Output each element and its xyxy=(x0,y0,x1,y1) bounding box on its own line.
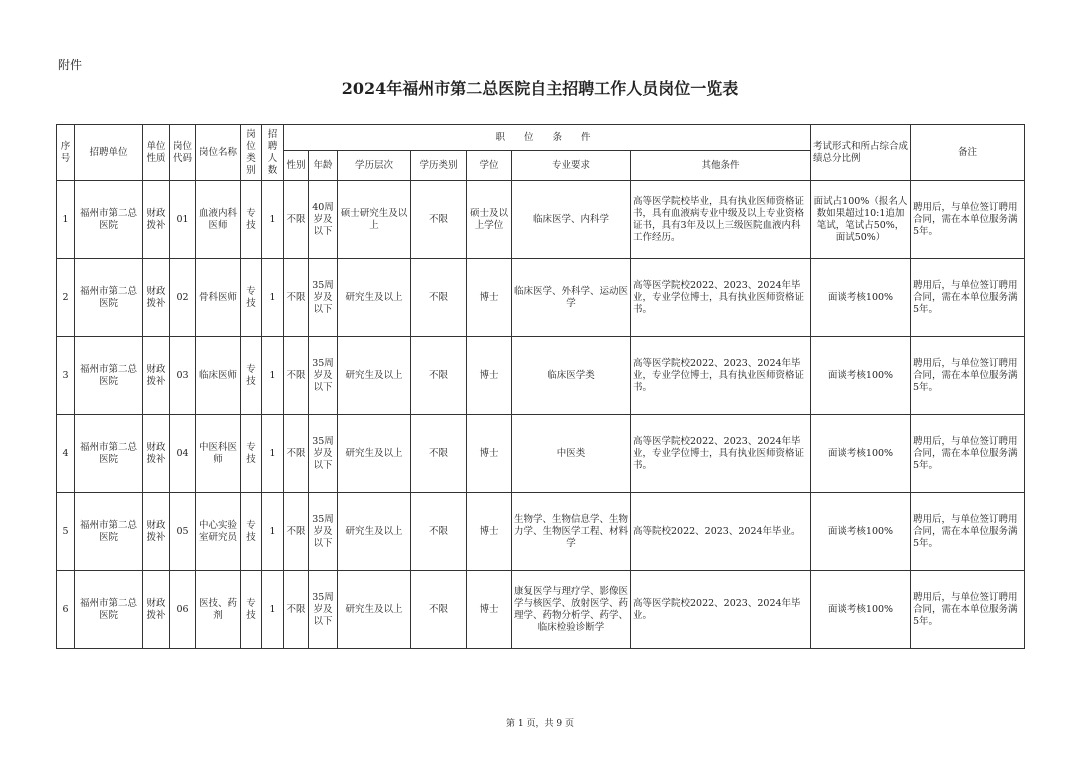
cell-degree: 博士 xyxy=(467,571,512,649)
header-remark: 备注 xyxy=(911,125,1025,181)
cell-category: 专技 xyxy=(241,493,262,571)
header-age: 年龄 xyxy=(309,151,338,181)
cell-edu-type: 不限 xyxy=(411,181,467,259)
cell-edu-type: 不限 xyxy=(411,337,467,415)
cell-other: 高等医学院校2022、2023、2024年毕业，专业学位博士，具有执业医师资格证书。 xyxy=(631,259,811,337)
header-edu-level: 学历层次 xyxy=(338,151,411,181)
cell-exam: 面谈考核100% xyxy=(811,259,911,337)
header-category: 岗位类别 xyxy=(241,125,262,181)
cell-degree: 博士 xyxy=(467,337,512,415)
cell-remark: 聘用后，与单位签订聘用合同，需在本单位服务满5年。 xyxy=(911,571,1025,649)
cell-code: 01 xyxy=(170,181,196,259)
cell-count: 1 xyxy=(262,415,284,493)
header-count: 招聘人数 xyxy=(262,125,284,181)
cell-exam: 面试占100%（报名人数如果超过10:1追加笔试，笔试占50%，面试50%） xyxy=(811,181,911,259)
cell-count: 1 xyxy=(262,337,284,415)
cell-count: 1 xyxy=(262,259,284,337)
cell-edu-level: 研究生及以上 xyxy=(338,259,411,337)
header-edu-type: 学历类别 xyxy=(411,151,467,181)
cell-age: 35周岁及以下 xyxy=(309,337,338,415)
cell-count: 1 xyxy=(262,571,284,649)
cell-name: 中心实验室研究员 xyxy=(196,493,241,571)
cell-degree: 硕士及以上学位 xyxy=(467,181,512,259)
cell-major: 临床医学、外科学、运动医学 xyxy=(512,259,631,337)
cell-seq: 4 xyxy=(57,415,75,493)
cell-edu-type: 不限 xyxy=(411,571,467,649)
cell-seq: 3 xyxy=(57,337,75,415)
cell-category: 专技 xyxy=(241,181,262,259)
cell-unit: 福州市第二总医院 xyxy=(75,181,143,259)
cell-unit: 福州市第二总医院 xyxy=(75,337,143,415)
cell-major: 康复医学与理疗学、影像医学与核医学、放射医学、药理学、药物分析学、药学、临床检验诊断学 xyxy=(512,571,631,649)
page-title: 2024年福州市第二总医院自主招聘工作人员岗位一览表 xyxy=(341,79,739,98)
cell-edu-level: 研究生及以上 xyxy=(338,415,411,493)
cell-gender: 不限 xyxy=(284,259,309,337)
cell-edu-level: 研究生及以上 xyxy=(338,571,411,649)
table-row xyxy=(57,415,1025,493)
header-seq: 序号 xyxy=(57,125,75,181)
cell-code: 03 xyxy=(170,337,196,415)
cell-age: 35周岁及以下 xyxy=(309,415,338,493)
cell-unit-type: 财政拨补 xyxy=(143,181,170,259)
cell-exam: 面谈考核100% xyxy=(811,415,911,493)
cell-major: 临床医学类 xyxy=(512,337,631,415)
cell-age: 35周岁及以下 xyxy=(309,259,338,337)
cell-other: 高等医学院校2022、2023、2024年毕业，专业学位博士，具有执业医师资格证书。 xyxy=(631,415,811,493)
header-code: 岗位代码 xyxy=(170,125,196,181)
cell-code: 05 xyxy=(170,493,196,571)
cell-unit: 福州市第二总医院 xyxy=(75,259,143,337)
positions-table xyxy=(56,124,1025,649)
cell-unit-type: 财政拨补 xyxy=(143,337,170,415)
header-other: 其他条件 xyxy=(631,151,811,181)
cell-age: 35周岁及以下 xyxy=(309,571,338,649)
cell-gender: 不限 xyxy=(284,493,309,571)
table-row xyxy=(57,181,1025,259)
table-row xyxy=(57,337,1025,415)
cell-seq: 6 xyxy=(57,571,75,649)
header-degree: 学位 xyxy=(467,151,512,181)
cell-other: 高等医学院校2022、2023、2024年毕业。 xyxy=(631,571,811,649)
header-major: 专业要求 xyxy=(512,151,631,181)
cell-age: 40周岁及以下 xyxy=(309,181,338,259)
cell-age: 35周岁及以下 xyxy=(309,493,338,571)
table-row xyxy=(57,571,1025,649)
cell-name: 临床医师 xyxy=(196,337,241,415)
cell-category: 专技 xyxy=(241,415,262,493)
page-footer: 第 1 页，共 9 页 xyxy=(506,719,574,729)
cell-unit: 福州市第二总医院 xyxy=(75,415,143,493)
cell-exam: 面谈考核100% xyxy=(811,493,911,571)
cell-edu-type: 不限 xyxy=(411,415,467,493)
cell-gender: 不限 xyxy=(284,571,309,649)
table-row xyxy=(57,259,1025,337)
cell-category: 专技 xyxy=(241,337,262,415)
cell-category: 专技 xyxy=(241,259,262,337)
cell-remark: 聘用后，与单位签订聘用合同，需在本单位服务满5年。 xyxy=(911,415,1025,493)
cell-degree: 博士 xyxy=(467,259,512,337)
cell-seq: 2 xyxy=(57,259,75,337)
cell-remark: 聘用后，与单位签订聘用合同，需在本单位服务满5年。 xyxy=(911,181,1025,259)
cell-major: 临床医学、内科学 xyxy=(512,181,631,259)
cell-seq: 5 xyxy=(57,493,75,571)
cell-remark: 聘用后，与单位签订聘用合同，需在本单位服务满5年。 xyxy=(911,493,1025,571)
cell-unit: 福州市第二总医院 xyxy=(75,493,143,571)
cell-name: 骨科医师 xyxy=(196,259,241,337)
cell-seq: 1 xyxy=(57,181,75,259)
cell-degree: 博士 xyxy=(467,415,512,493)
header-gender: 性别 xyxy=(284,151,309,181)
header-unit-type: 单位性质 xyxy=(143,125,170,181)
cell-count: 1 xyxy=(262,181,284,259)
header-unit: 招聘单位 xyxy=(75,125,143,181)
cell-exam: 面谈考核100% xyxy=(811,571,911,649)
header-name: 岗位名称 xyxy=(196,125,241,181)
cell-gender: 不限 xyxy=(284,337,309,415)
cell-unit-type: 财政拨补 xyxy=(143,415,170,493)
cell-category: 专技 xyxy=(241,571,262,649)
cell-code: 06 xyxy=(170,571,196,649)
table-body xyxy=(57,181,1025,649)
cell-edu-level: 研究生及以上 xyxy=(338,337,411,415)
cell-edu-level: 研究生及以上 xyxy=(338,493,411,571)
cell-remark: 聘用后，与单位签订聘用合同，需在本单位服务满5年。 xyxy=(911,337,1025,415)
cell-exam: 面谈考核100% xyxy=(811,337,911,415)
cell-code: 02 xyxy=(170,259,196,337)
header-exam: 考试形式和所占综合成绩总分比例 xyxy=(811,125,911,181)
cell-unit: 福州市第二总医院 xyxy=(75,571,143,649)
table-row xyxy=(57,493,1025,571)
cell-major: 中医类 xyxy=(512,415,631,493)
header-conditions: 职 位 条 件 xyxy=(284,125,811,151)
cell-edu-type: 不限 xyxy=(411,493,467,571)
cell-gender: 不限 xyxy=(284,415,309,493)
cell-name: 中医科医师 xyxy=(196,415,241,493)
cell-other: 高等院校2022、2023、2024年毕业。 xyxy=(631,493,811,571)
cell-gender: 不限 xyxy=(284,181,309,259)
cell-unit-type: 财政拨补 xyxy=(143,259,170,337)
cell-name: 血液内科医师 xyxy=(196,181,241,259)
cell-name: 医技、药剂 xyxy=(196,571,241,649)
cell-degree: 博士 xyxy=(467,493,512,571)
cell-remark: 聘用后，与单位签订聘用合同，需在本单位服务满5年。 xyxy=(911,259,1025,337)
attachment-label: 附件 xyxy=(58,58,83,72)
cell-major: 生物学、生物信息学、生物力学、生物医学工程、材料学 xyxy=(512,493,631,571)
cell-unit-type: 财政拨补 xyxy=(143,493,170,571)
cell-other: 高等医学院校毕业，具有执业医师资格证书，具有血液病专业中级及以上专业资格证书，具有3年及以上三级医院血液内科工作经历。 xyxy=(631,181,811,259)
cell-other: 高等医学院校2022、2023、2024年毕业，专业学位博士，具有执业医师资格证书。 xyxy=(631,337,811,415)
cell-edu-level: 硕士研究生及以上 xyxy=(338,181,411,259)
cell-unit-type: 财政拨补 xyxy=(143,571,170,649)
cell-code: 04 xyxy=(170,415,196,493)
cell-edu-type: 不限 xyxy=(411,259,467,337)
cell-count: 1 xyxy=(262,493,284,571)
